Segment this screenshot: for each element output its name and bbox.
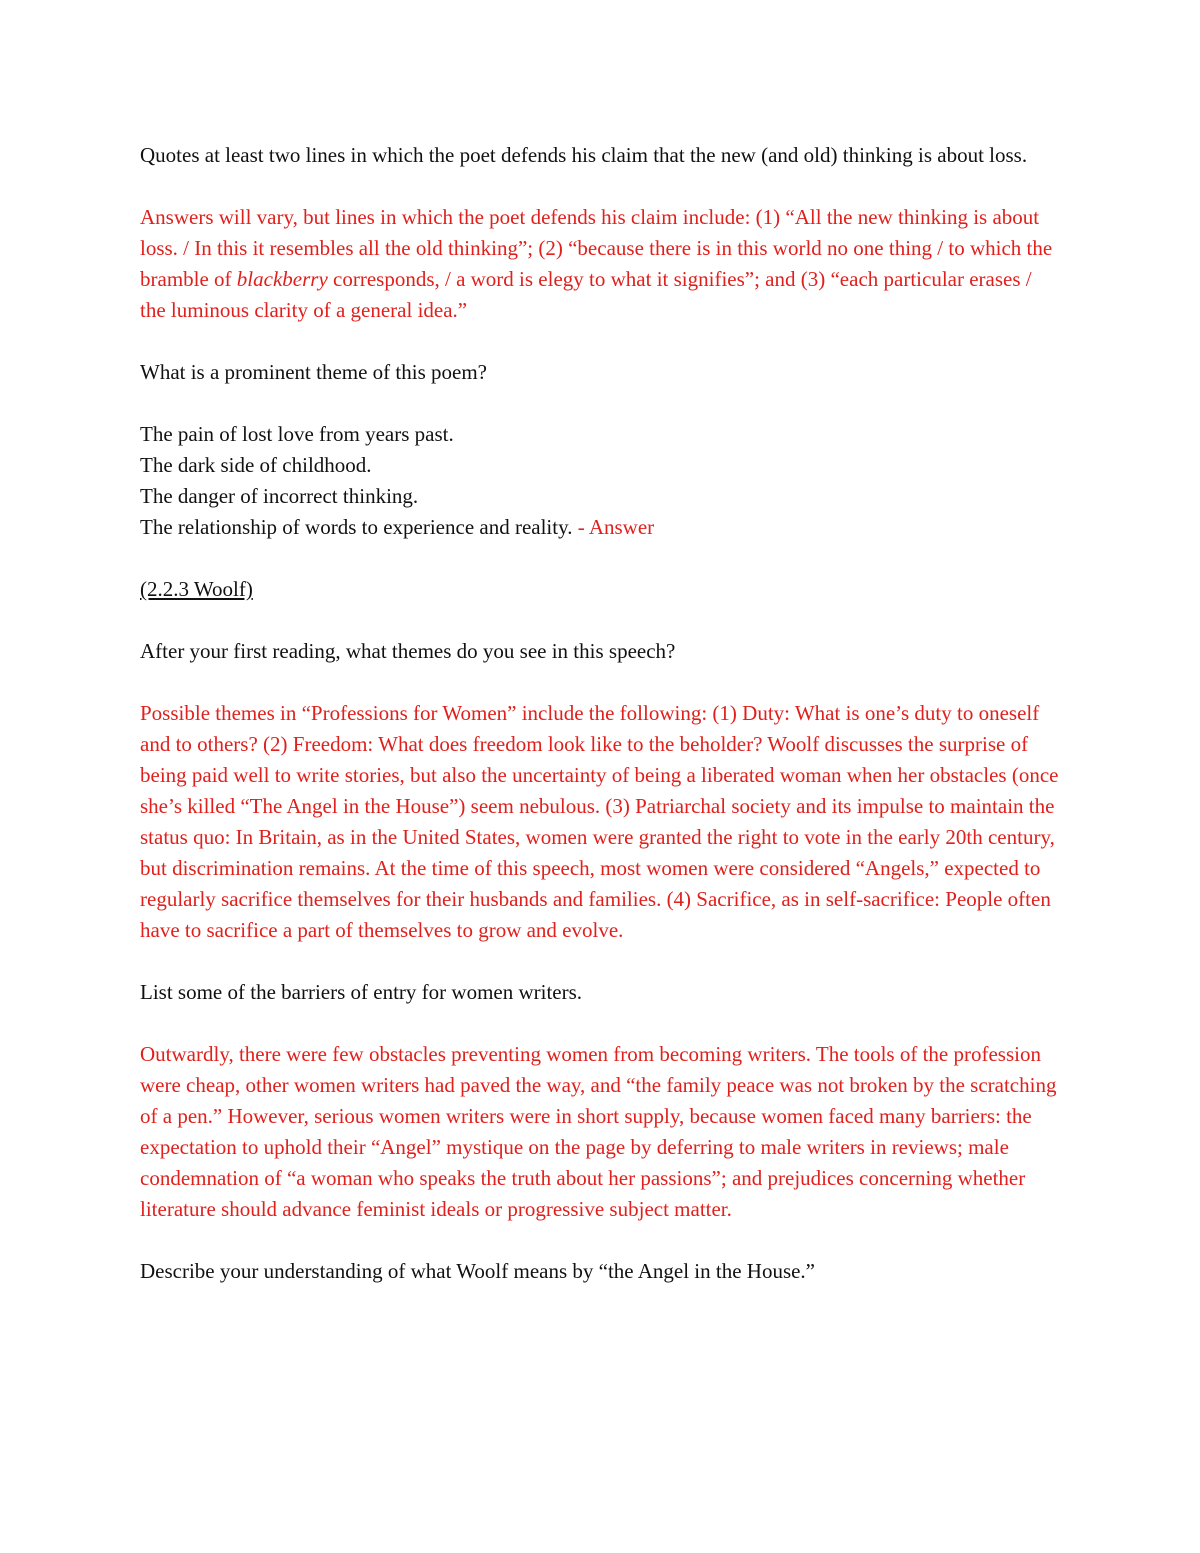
document-page (140, 140, 1060, 1318)
answer-paragraph: Possible themes in “Professions for Women” include the following: (1) Duty: What is one’s duty to oneself and to others? (2) Freedom: What does freedom look like to the beholder? Woolf discusses the surprise of being paid well to write stories, but also the uncertainty of being a liberated woman when her obstacles (once she’s killed “The Angel in the House”) seem nebulous. (3) Patriarchal society and its impulse to maintain the status quo: In Britain, as in the United States, women were granted the right to vote in the early 20th century, but discrimination remains. At the time of this speech, most women were considered “Angels,” expected to regularly sacrifice themselves for their husbands and families. (4) Sacrifice, as in self-sacrifice: People often have to sacrifice a part of themselves to grow and evolve. (140, 701, 1059, 942)
answer-text: Answers will vary, but lines in which the poet defends his claim include: (1) “All the new thinking is about loss. / In this it resembles all the old thinking”; (2) “because there is in this world no one thing / to which the bramble of (140, 205, 1053, 291)
question-prompt: List some of the barriers of entry for women writers. (140, 980, 583, 1004)
option-list (140, 419, 1060, 543)
question-prompt: Quotes at least two lines in which the poet defends his claim that the new (and old) thinking is about loss. (140, 143, 1028, 167)
option-item: The danger of incorrect thinking. (140, 484, 419, 508)
question-prompt: Describe your understanding of what Woolf means by “the Angel in the House.” (140, 1259, 816, 1283)
answer-marker: - Answer (572, 515, 655, 539)
answer-text: corresponds, / a word is elegy to what it signifies”; and (3) “each particular erases / the luminous clarity of a general idea.” (140, 267, 1032, 322)
option-item: The dark side of childhood. (140, 453, 372, 477)
option-text: The relationship of words to experience and reality. (140, 515, 573, 539)
question-prompt: What is a prominent theme of this poem? (140, 360, 487, 384)
option-item-correct (140, 512, 1060, 543)
answer-paragraph (140, 202, 1060, 326)
section-heading: (2.2.3 Woolf) (140, 577, 253, 601)
option-item: The pain of lost love from years past. (140, 422, 454, 446)
question-prompt: After your first reading, what themes do you see in this speech? (140, 639, 676, 663)
answer-italic-word: blackberry (236, 267, 328, 291)
answer-paragraph: Outwardly, there were few obstacles preventing women from becoming writers. The tools of the profession were cheap, other women writers had paved the way, and “the family peace was not broken by the scratching of a pen.” However, serious women writers were in short supply, because women faced many barriers: the expectation to uphold their “Angel” mystique on the page by deferring to male writers in reviews; male condemnation of “a woman who speaks the truth about her passions”; and prejudices concerning whether literature should advance feminist ideals or progressive subject matter. (140, 1042, 1057, 1221)
